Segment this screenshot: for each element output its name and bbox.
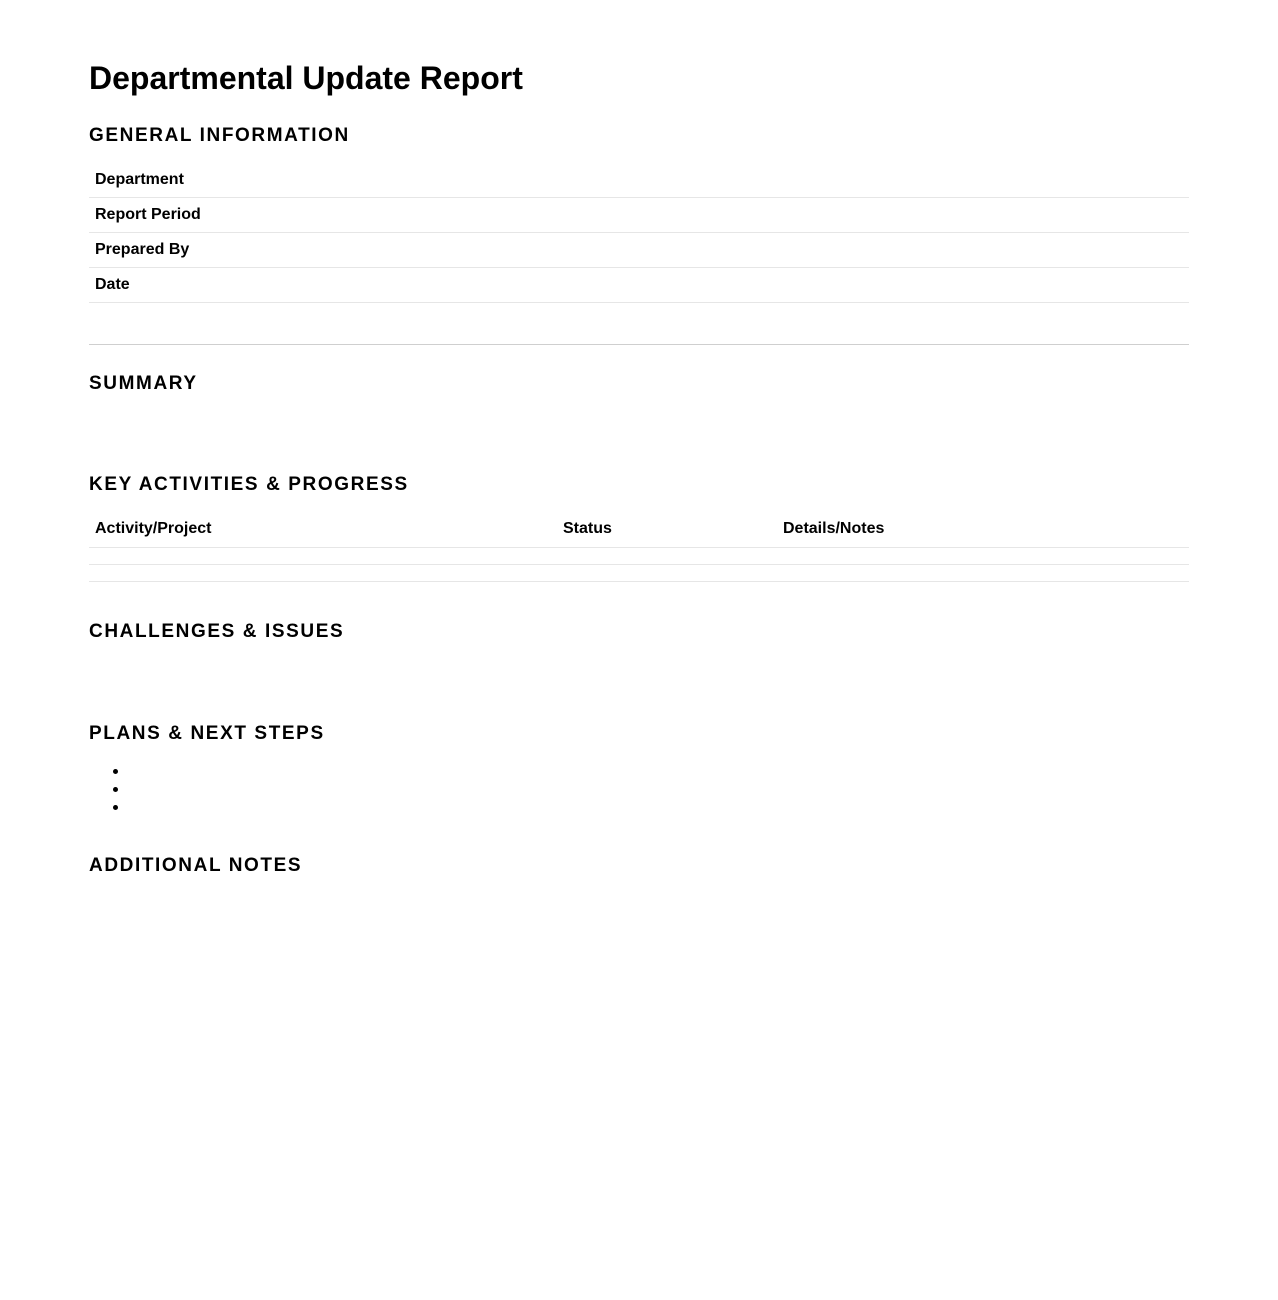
bullet-icon [113, 805, 118, 810]
info-row-report-period [89, 198, 1189, 233]
info-row-date [89, 268, 1189, 303]
column-header-status: Status [563, 520, 612, 537]
section-divider [89, 344, 1189, 345]
table-header-row [89, 512, 1189, 548]
bullet-icon [113, 787, 118, 792]
key-activities-table [89, 512, 1189, 582]
info-label-department: Department [95, 171, 184, 188]
info-row-department [89, 163, 1189, 198]
summary-heading: SUMMARY [89, 373, 198, 394]
column-header-activity: Activity/Project [95, 520, 212, 537]
info-row-prepared-by [89, 233, 1189, 268]
page-title: Departmental Update Report [89, 60, 523, 96]
table-row [89, 565, 1189, 582]
info-label-date: Date [95, 276, 130, 293]
bullet-icon [113, 769, 118, 774]
column-header-details: Details/Notes [783, 520, 885, 537]
general-information-table [89, 163, 1189, 303]
key-activities-heading: KEY ACTIVITIES & PROGRESS [89, 474, 409, 495]
plans-heading: PLANS & NEXT STEPS [89, 723, 325, 744]
info-label-prepared-by: Prepared By [95, 241, 190, 258]
additional-notes-heading: ADDITIONAL NOTES [89, 855, 303, 876]
info-label-report-period: Report Period [95, 206, 201, 223]
general-information-heading: GENERAL INFORMATION [89, 125, 350, 146]
table-row [89, 548, 1189, 565]
challenges-heading: CHALLENGES & ISSUES [89, 621, 345, 642]
